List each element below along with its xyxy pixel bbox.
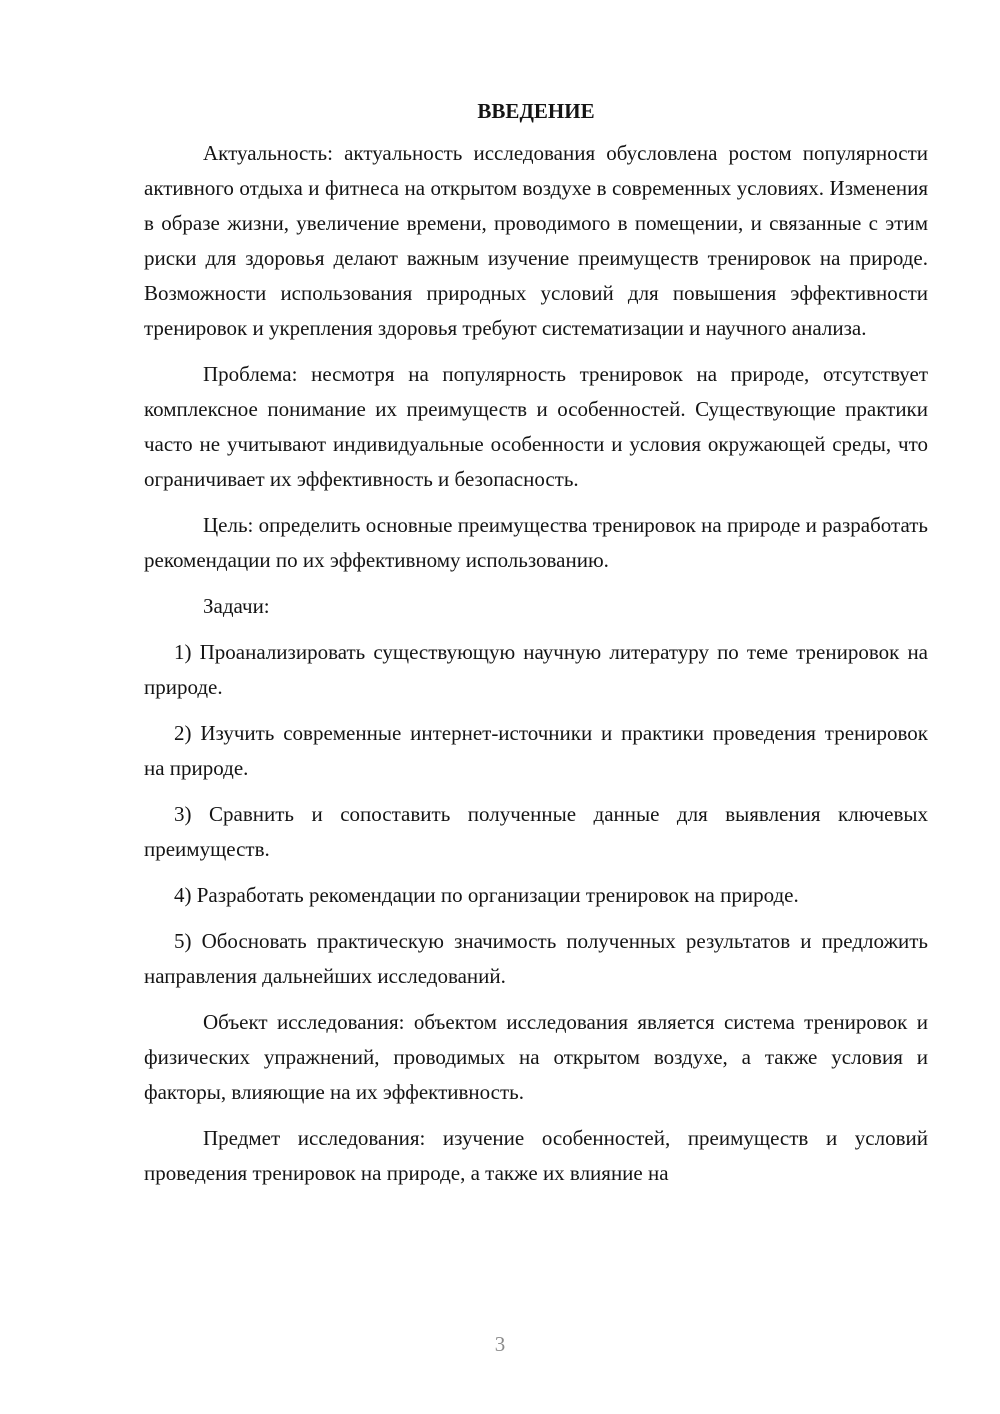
task-item: 2) Изучить современные интернет-источники и практики проведения тренировок на природе.: [144, 721, 928, 780]
task-item: 1) Проанализировать существующую научную литературу по теме тренировок на природе.: [144, 640, 928, 699]
task-item: 5) Обосновать практическую значимость полученных результатов и предложить направления дальнейших исследований.: [144, 929, 928, 988]
document-page: [144, 94, 928, 1191]
task-item: 3) Сравнить и сопоставить полученные данные для выявления ключевых преимуществ.: [144, 802, 928, 861]
task-item: 4) Разработать рекомендации по организации тренировок на природе.: [174, 883, 799, 907]
page-title: ВВЕДЕНИЕ: [477, 99, 595, 123]
goal-paragraph: Цель: определить основные преимущества тренировок на природе и разработать рекомендации по их эффективному использованию.: [144, 513, 928, 572]
problem-paragraph: Проблема: несмотря на популярность тренировок на природе, отсутствует комплексное понимание их преимуществ и особенностей. Существующие практики часто не учитывают индивидуальные особенности и условия окружающей среды, что ограничивает их эффективность и безопасность.: [144, 362, 928, 491]
relevance-paragraph: Актуальность: актуальность исследования обусловлена ростом популярности активного отдыха и фитнеса на открытом воздухе в современных условиях. Изменения в образе жизни, увеличение времени, проводимого в помещении, и связанные с этим риски для здоровья делают важным изучение преимуществ тренировок на природе. Возможности использования природных условий для повышения эффективности тренировок и укрепления здоровья требуют систематизации и научного анализа.: [144, 141, 928, 340]
tasks-heading: Задачи:: [203, 594, 270, 618]
page-number: 3: [494, 1332, 506, 1356]
object-paragraph: Объект исследования: объектом исследования является система тренировок и физических упражнений, проводимых на открытом воздухе, а также условия и факторы, влияющие на их эффективность.: [144, 1010, 928, 1104]
subject-paragraph: Предмет исследования: изучение особенностей, преимуществ и условий проведения тренировок на природе, а также их влияние на: [144, 1126, 928, 1185]
